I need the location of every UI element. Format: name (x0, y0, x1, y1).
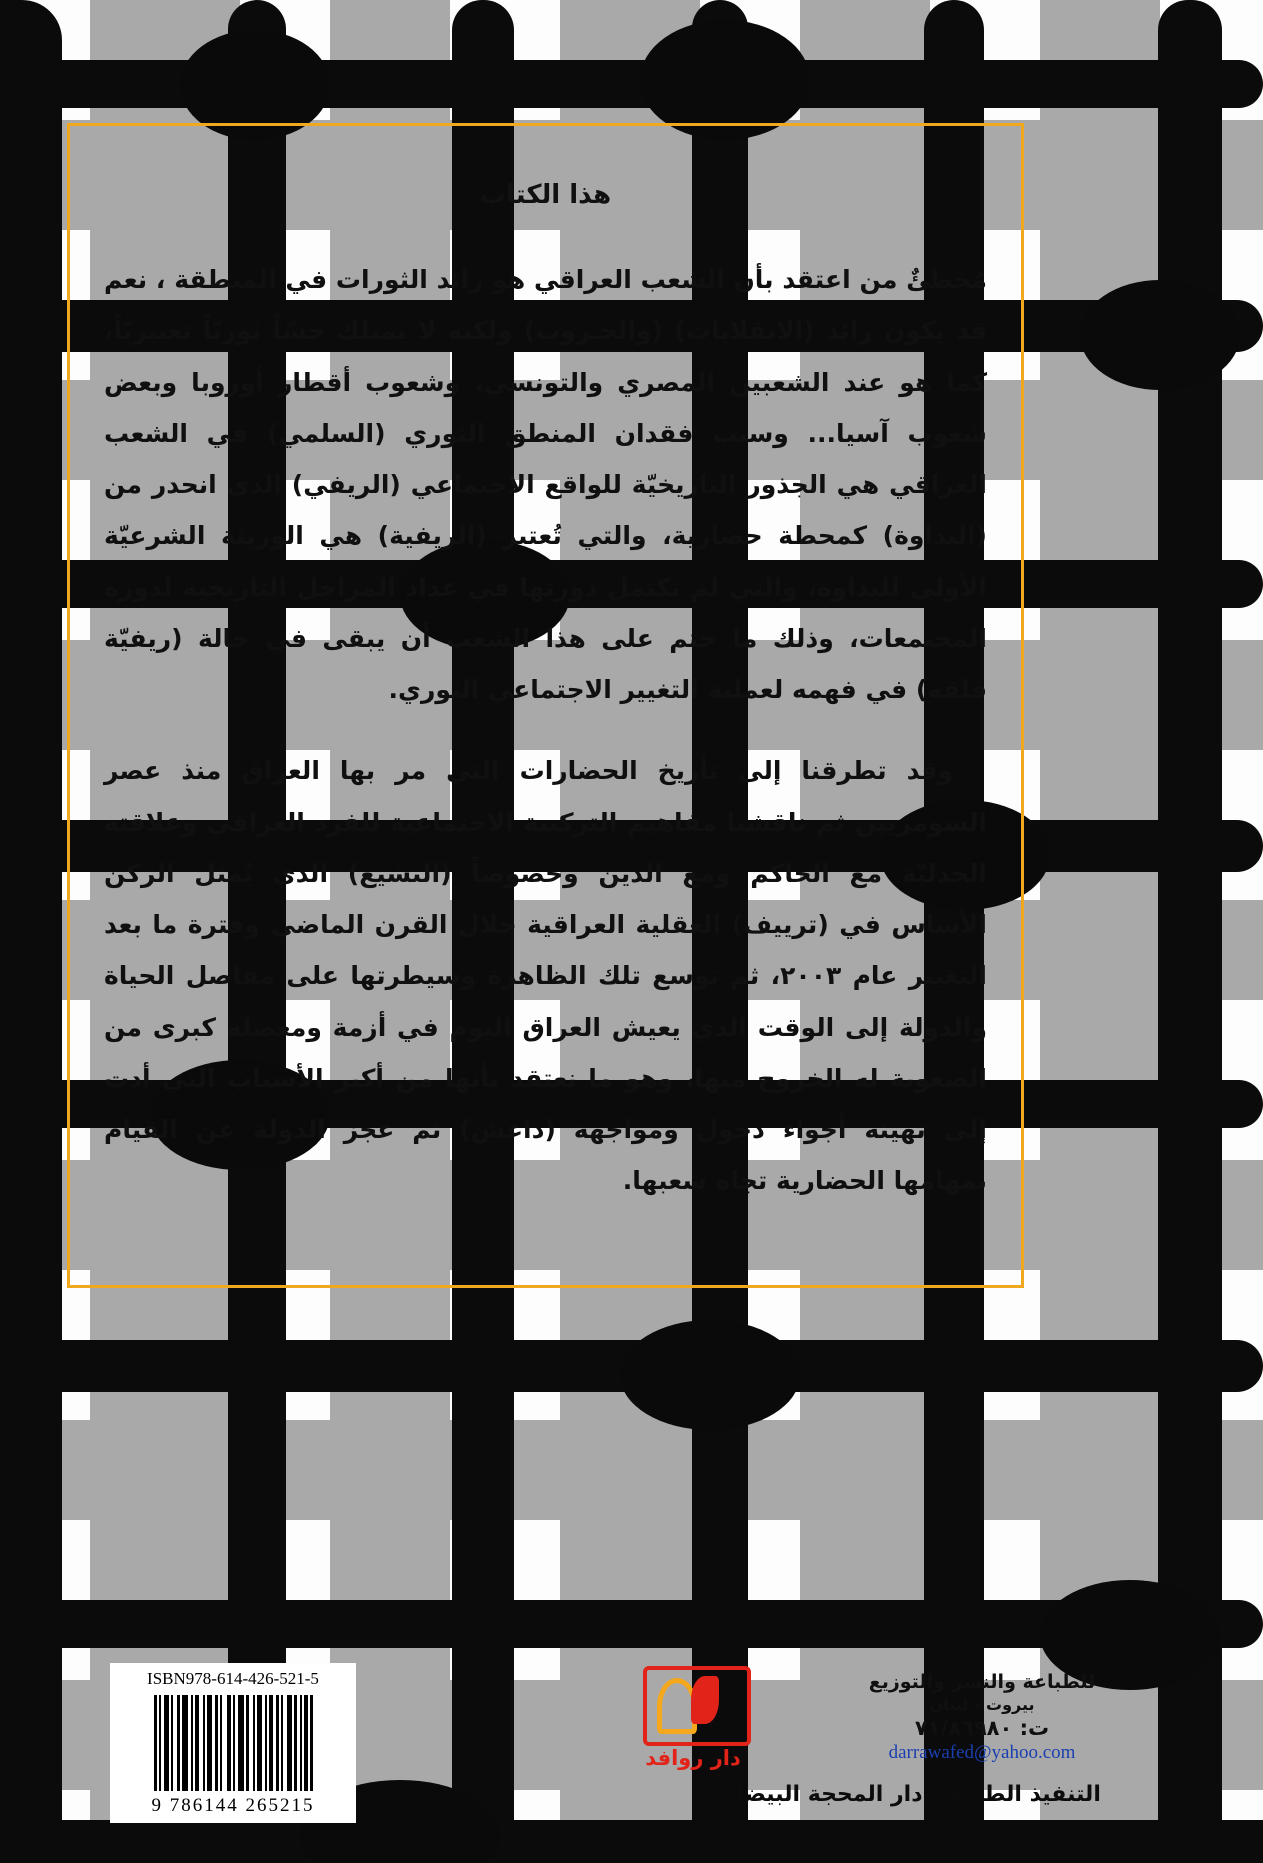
publisher-tagline: للطباعة والنشر والتوزيع (868, 1670, 1096, 1693)
camo-black-shape (1080, 280, 1240, 390)
publisher-name: دار روافد (645, 1746, 741, 1770)
paragraph-two: وقد تطرقنا إلى تأريخ الحضارات التي مر بها العراق منذ عصر السومريين ثم ناقشنا مفاهيم التركيبة الاجتماعية للفرد العراقي وعلاقته الجدليّة مع الحاكم ومع الدين وخصوصاً (التشيع) الذي يُمثل الركن الأساس في (ترييف) العقلية العراقية خلال القرن الماضي وفترة ما بعد التغيير عام ٢٠٠٣، ثم توسع تلك الظاهرة وسيطرتها على مفاصل الحياة والدولة إلى الوقت الذي يعيش العراق اليوم في أزمة ومعضلة كبرى من الصعوبة له الخروج منها، وهو ما نعتقد بأنها من أكبر الأسباب التي أدت إلى تهيئة أجواء دخول ومواجهة (داعش) ثم عجز الدولة عن القيام بمهامها الحضارية تجاه شعبها. (104, 756, 987, 1196)
camo-black-shape (640, 20, 810, 140)
isbn-label: ISBN978-614-426-521-5 (147, 1669, 319, 1688)
publisher-block (633, 1662, 1193, 1807)
printing-house-credit: التنفيذ الطباعي دار المحجة البيضاء (725, 1782, 1101, 1807)
publisher-location: بيروت - لبنان (929, 1694, 1035, 1714)
cover-footer (0, 1343, 1263, 1863)
isbn-barcode-block (110, 1663, 356, 1823)
publisher-logo-icon (633, 1662, 753, 1770)
back-cover-text-panel (67, 123, 1024, 1288)
publisher-phone: ت: ٧١/٨٦٩٨٠ (914, 1715, 1050, 1740)
paragraph-one: مُخطئٌ من اعتقد بأن الشعب العراقي هو رائد الثورات في المنطقة ، نعم قد يكون رائد (الانقلابات) (والحـروب) ولكنه لا يمتلك حسّاً ثوريّاً تغييريّاً، كما هو عند الشعبين المصري والتونسي، وشعوب أقطار أوروبا وبعض شعوب آسيا... وسبب فقدان المنطق الثوري (السلمي) في الشعب العراقي هي الجذور التاريخيّة للواقع الاجتماعي (الريفي) الذي انحدر من (البداوة) كمحطة حضارية، والتي تُعتبر (الريفية) هي الوريثة الشرعيّة الأولى للبداوة، والتي لم تكتمل دورتها في عداد المراحل التاريخية لدورة المجتمعات، وذلك ما حتم على هذا الشعب أن يبقى في حالة (ريفيّة قلقة) في فهمه لعملية التغيير الاجتماعي الثوري. (104, 265, 987, 704)
publisher-email[interactable]: darrawafed@yahoo.com (888, 1741, 1076, 1763)
page-title: هذا الكتاب (479, 180, 612, 210)
barcode-image (118, 1695, 348, 1791)
barcode-digits: 9 786144 265215 (151, 1795, 315, 1816)
